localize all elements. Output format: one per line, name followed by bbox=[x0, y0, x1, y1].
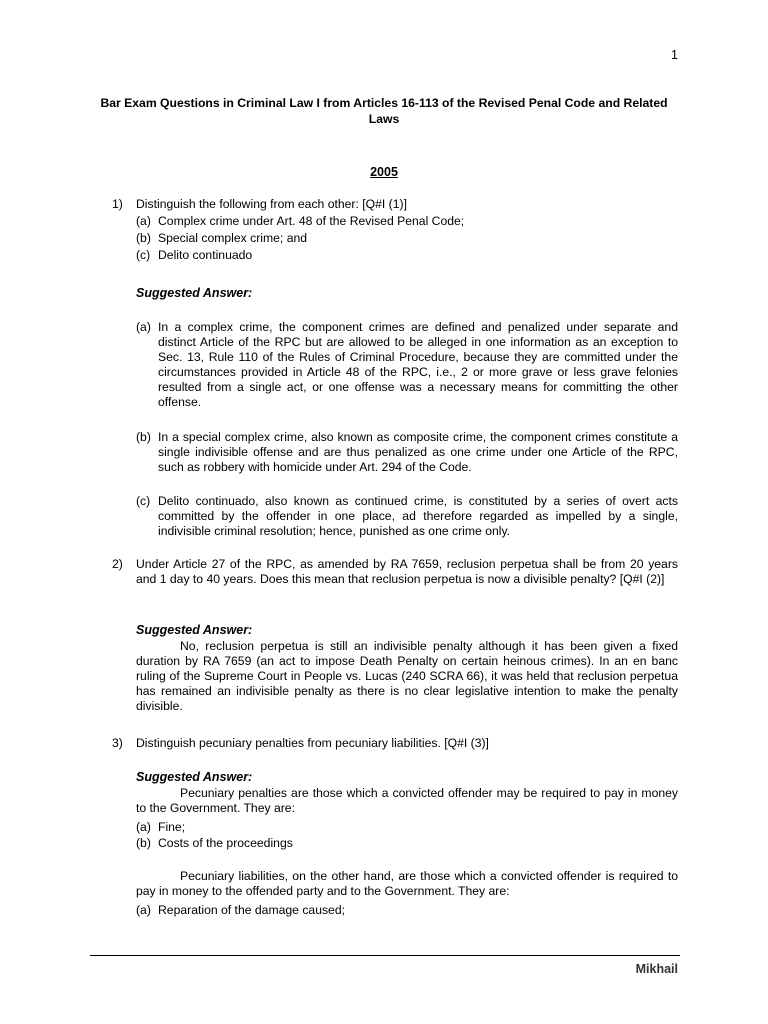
list-item-text: Costs of the proceedings bbox=[158, 836, 293, 850]
list-item bbox=[136, 836, 678, 852]
list-item-text: Delito continuado bbox=[158, 248, 253, 262]
question-3-text: Distinguish pecuniary penalties from pecuniary liabilities. [Q#I (3)] bbox=[136, 736, 489, 750]
year-heading bbox=[90, 165, 678, 179]
answer-b-text: In a special complex crime, also known as composite crime, the component crimes constitute a single indivisible offense and are thus penalized as one crime under one Article of the RPC, such as robbery with homicide under Art. 294 of the Code. bbox=[158, 430, 678, 474]
suggested-answer-heading: Suggested Answer: bbox=[136, 623, 253, 637]
list-item bbox=[136, 214, 681, 231]
list-item bbox=[136, 903, 678, 919]
document-title: Bar Exam Questions in Criminal Law I from Articles 16-113 of the Revised Penal Code and Related Laws bbox=[100, 96, 668, 126]
list-item-label: (c) bbox=[136, 248, 151, 262]
answer-a-text: In a complex crime, the component crimes are defined and penalized under separate and distinct Article of the RPC but are allowed to be alleged in one information as an exception to Sec. 13, Rule 110 of the Rules of Criminal Procedure, because they are committed under the circumstances provided in Article 48 of the RPC, i.e., 2 or more grave or less grave felonies resulted from a single act, or one offense was a necessary means for committing the other offense. bbox=[158, 320, 678, 409]
question-3-answer-part1: Pecuniary penalties are those which a convicted offender may be required to pay in money to the Government. They are: bbox=[136, 786, 678, 815]
answer-a-label: (a) bbox=[136, 320, 151, 334]
answer-b-label: (b) bbox=[136, 430, 151, 444]
page-number: 1 bbox=[671, 48, 678, 62]
answer-c-label: (c) bbox=[136, 494, 151, 508]
list-item bbox=[136, 820, 678, 836]
question-2-answer: No, reclusion perpetua is still an indivisible penalty although it has been given a fixed duration by RA 7659 (an act to impose Death Penalty on certain heinous crimes). In an en banc ruling of the Supreme Court in People vs. Lucas (240 SCRA 66), it was held that reclusion perpetua has remained an indivisible penalty as there is no clear legislative intention to make the penalty divisible. bbox=[136, 639, 678, 713]
list-item-label: (b) bbox=[136, 836, 151, 850]
pecuniary-penalties-list bbox=[136, 820, 678, 852]
footer-author: Mikhail bbox=[635, 962, 678, 976]
list-item-label: (a) bbox=[136, 820, 151, 834]
question-1-number: 1) bbox=[112, 197, 123, 211]
list-item-text: Reparation of the damage caused; bbox=[158, 903, 346, 917]
question-1-items bbox=[136, 214, 681, 265]
list-item-text: Complex crime under Art. 48 of the Revised Penal Code; bbox=[158, 214, 465, 228]
footer-divider bbox=[90, 955, 680, 956]
suggested-answer-heading: Suggested Answer: bbox=[136, 770, 253, 784]
pecuniary-liabilities-list bbox=[136, 903, 678, 919]
list-item bbox=[136, 231, 681, 248]
list-item-text: Special complex crime; and bbox=[158, 231, 308, 245]
question-2-text: Under Article 27 of the RPC, as amended by RA 7659, reclusion perpetua shall be from 20 years and 1 day to 40 years. Does this mean that reclusion perpetua is now a divisible penalty? [Q#I (2)] bbox=[136, 557, 678, 586]
question-1-text: Distinguish the following from each other: [Q#I (1)] bbox=[136, 197, 407, 211]
list-item-label: (a) bbox=[136, 903, 151, 917]
list-item bbox=[136, 248, 681, 265]
list-item-label: (a) bbox=[136, 214, 151, 228]
list-item-label: (b) bbox=[136, 231, 151, 245]
suggested-answer-heading: Suggested Answer: bbox=[136, 286, 253, 300]
year-heading-text: 2005 bbox=[370, 165, 398, 179]
question-2-number: 2) bbox=[112, 557, 123, 571]
question-3-answer-part2: Pecuniary liabilities, on the other hand, are those which a convicted offender is required to pay in money to the offended party and to the Government. They are: bbox=[136, 869, 678, 898]
question-3-number: 3) bbox=[112, 736, 123, 750]
answer-c-text: Delito continuado, also known as continued crime, is constituted by a series of overt acts committed by the offender in one place, ad therefore regarded as impelled by a single, indivisible criminal resolution; hence, punished as one crime only. bbox=[158, 494, 678, 538]
list-item-text: Fine; bbox=[158, 820, 186, 834]
